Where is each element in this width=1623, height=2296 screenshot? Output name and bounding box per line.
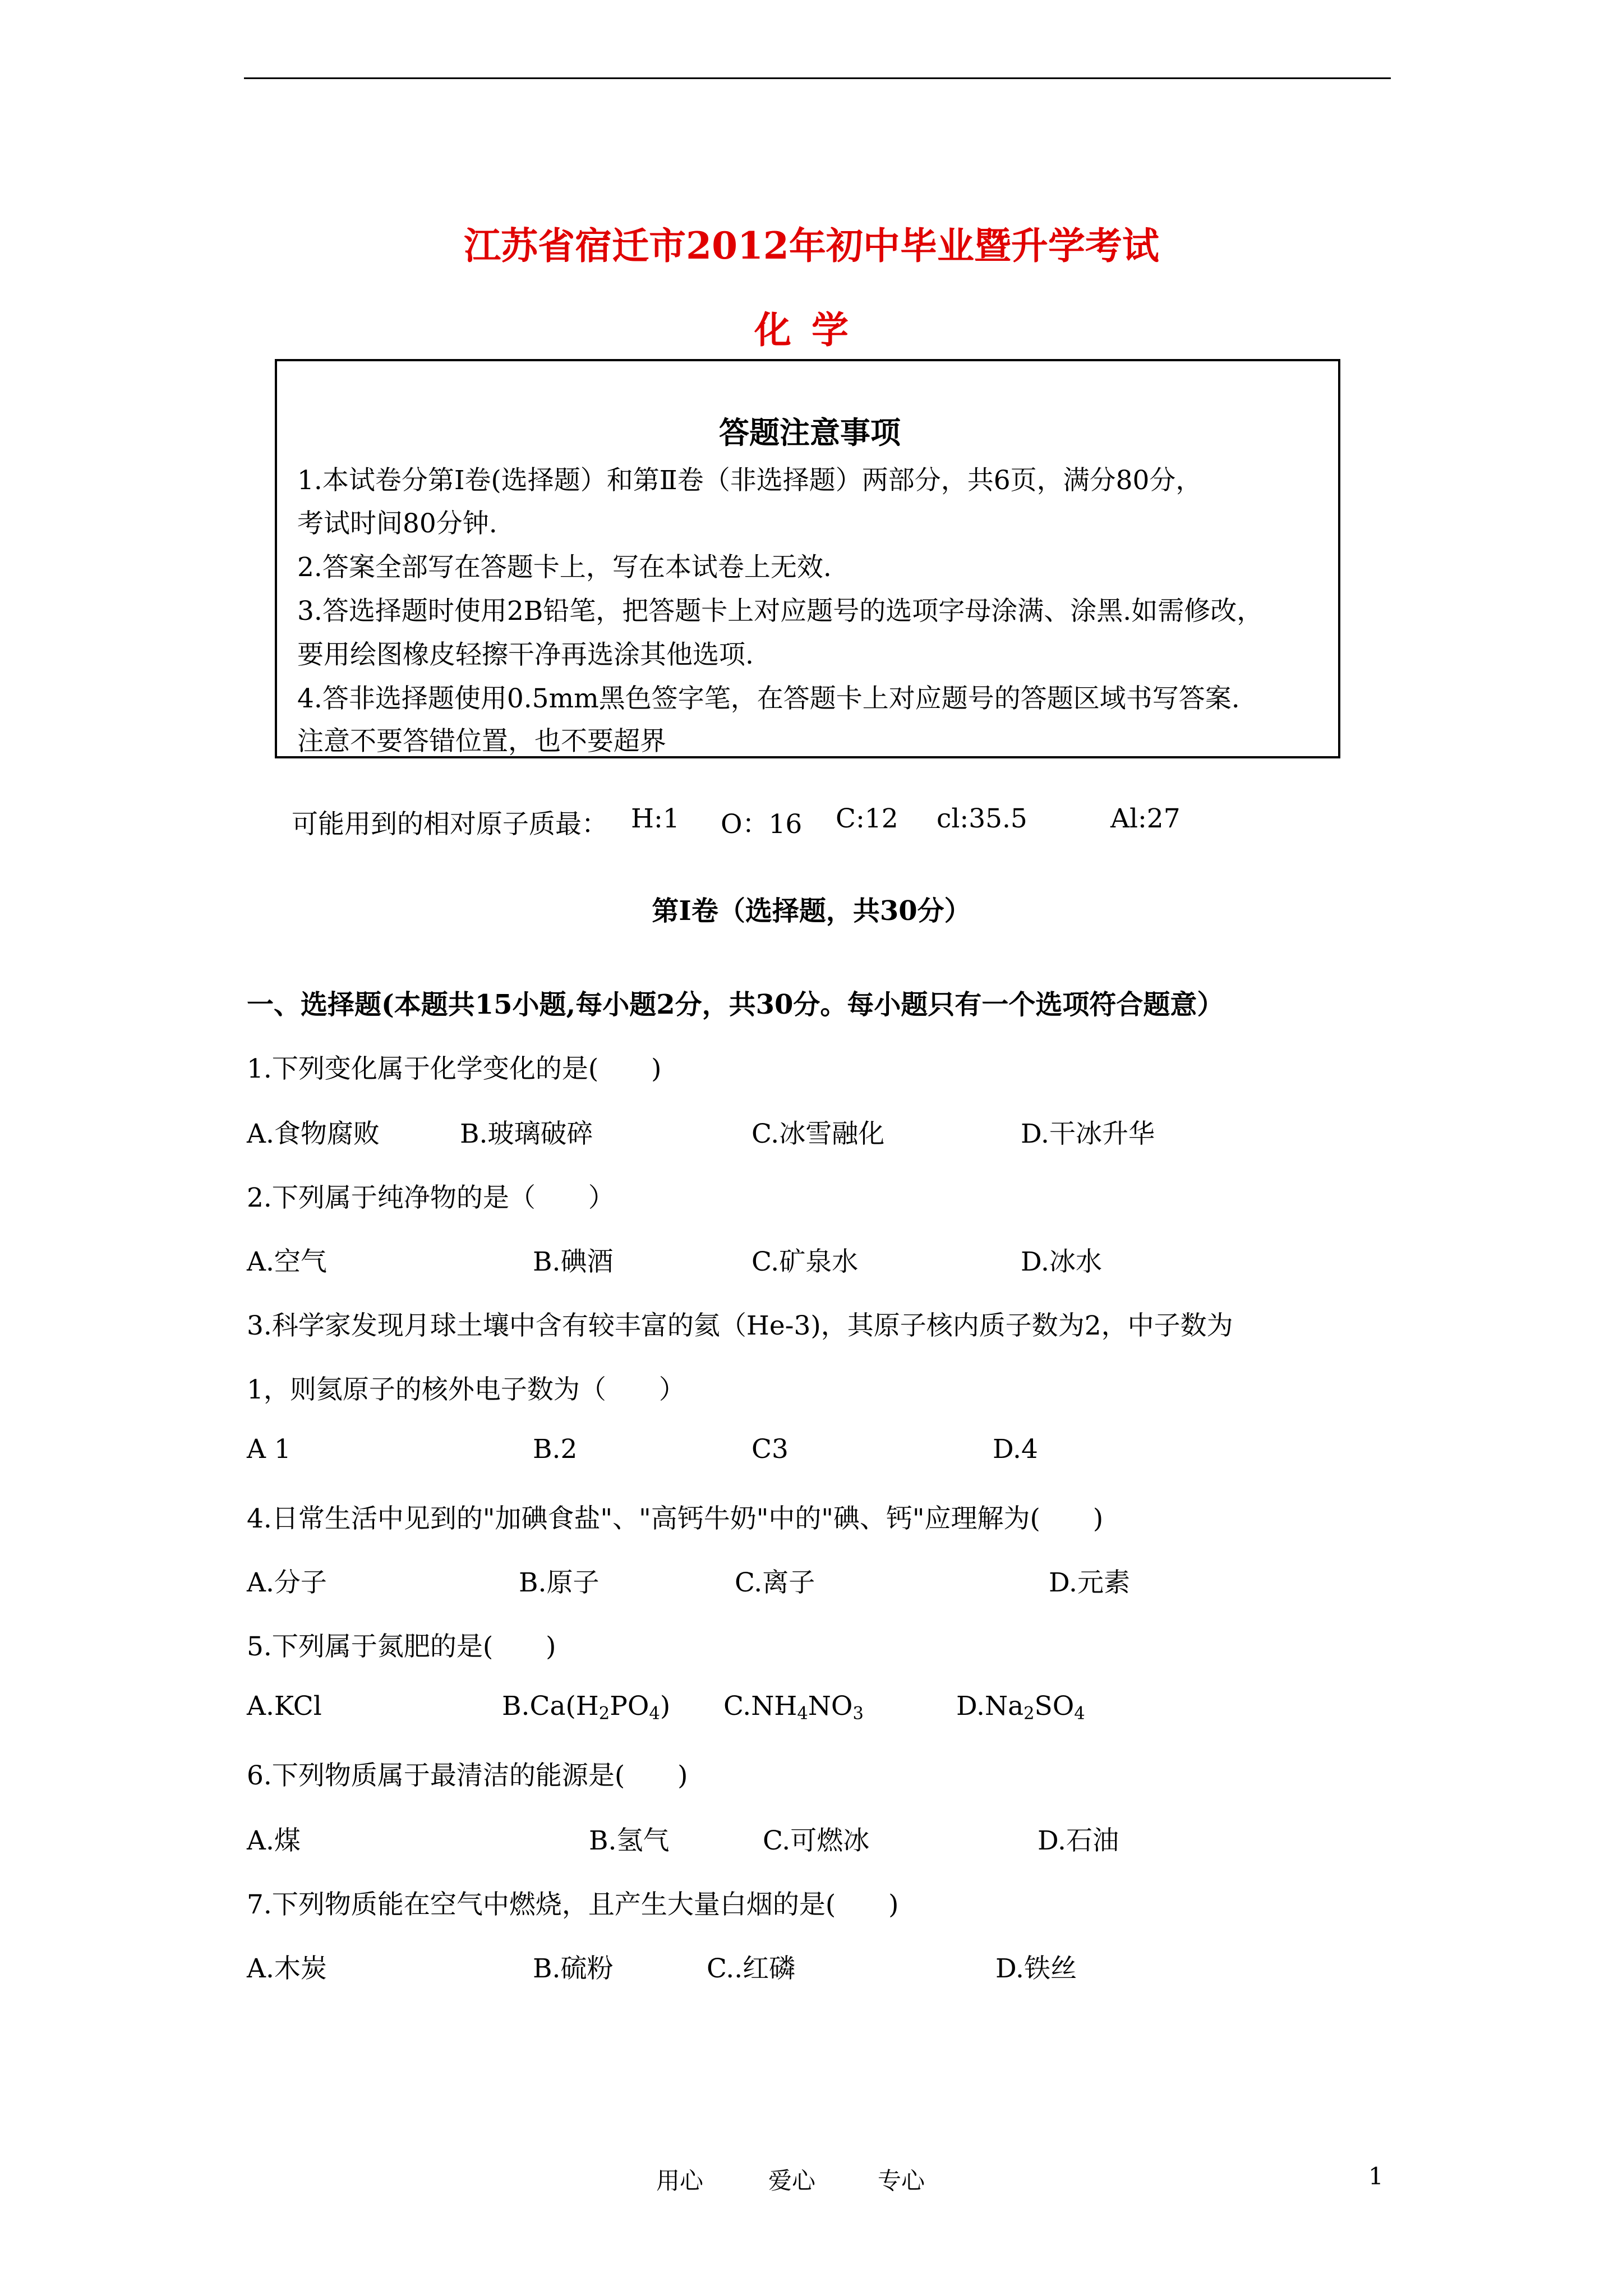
formula-part: B.Ca(H xyxy=(502,1691,599,1722)
notice-line: 考试时间80分钟. xyxy=(297,508,497,539)
option: A.KCl xyxy=(247,1691,322,1722)
atomic-mass-item: cl:35.5 xyxy=(937,803,1027,834)
atomic-mass-item: C:12 xyxy=(836,803,898,834)
exam-title: 江苏省宿迁市2012年初中毕业暨升学考试 xyxy=(464,224,1159,268)
formula-part: D.Na xyxy=(956,1691,1024,1722)
option: B.玻璃破碎 xyxy=(460,1119,593,1149)
option: D.铁丝 xyxy=(995,1953,1077,1984)
option: C3 xyxy=(751,1434,789,1465)
option: B.碘酒 xyxy=(533,1246,614,1277)
option: A.分子 xyxy=(247,1567,327,1598)
page-number: 1 xyxy=(1368,2162,1384,2190)
question-stem: 3.科学家发现月球土壤中含有较丰富的氦（He-3)，其原子核内质子数为2，中子数为 xyxy=(247,1310,1233,1341)
notice-box xyxy=(275,359,1340,758)
formula-part: PO xyxy=(610,1691,649,1722)
notice-line: 注意不要答错位置，也不要超界 xyxy=(297,726,666,757)
header-rule xyxy=(244,77,1391,79)
subscript: 4 xyxy=(797,1704,808,1724)
option: D.干冰升华 xyxy=(1021,1119,1155,1149)
option: C.可燃冰 xyxy=(763,1825,870,1856)
option xyxy=(723,1691,864,1724)
option: C.矿泉水 xyxy=(751,1246,859,1277)
formula-part: ) xyxy=(660,1691,671,1722)
option: B.氢气 xyxy=(589,1825,670,1856)
subscript: 4 xyxy=(649,1704,660,1724)
formula-part: C.NH xyxy=(723,1691,797,1722)
option: C.冰雪融化 xyxy=(751,1119,885,1149)
notice-line: 1.本试卷分第Ⅰ卷(选择题）和第Ⅱ卷（非选择题）两部分，共6页，满分80分， xyxy=(297,465,1202,496)
notice-line: 2.答案全部写在答题卡上，写在本试卷上无效. xyxy=(297,552,832,583)
formula-part: SO xyxy=(1034,1691,1075,1722)
option: D.4 xyxy=(993,1434,1038,1465)
section-title: 第Ⅰ卷（选择题，共30分） xyxy=(652,895,971,927)
notice-heading: 答题注意事项 xyxy=(719,415,901,450)
atomic-mass-item: O：16 xyxy=(721,809,803,840)
question-stem: 1.下列变化属于化学变化的是( ) xyxy=(247,1053,662,1084)
question-stem: 7.下列物质能在空气中燃烧，且产生大量白烟的是( ) xyxy=(247,1889,899,1920)
option xyxy=(956,1691,1085,1724)
notice-line: 3.答选择题时使用2B铅笔，把答题卡上对应题号的选项字母涂满、涂黑.如需修改， xyxy=(297,596,1264,627)
formula-part: NO xyxy=(808,1691,853,1722)
subscript: 2 xyxy=(1023,1704,1035,1724)
question-stem: 2.下列属于纯净物的是（ ） xyxy=(247,1182,615,1213)
subscript: 2 xyxy=(598,1704,610,1724)
option: C..红磷 xyxy=(707,1953,796,1984)
footer-motto: 用心 xyxy=(656,2167,704,2194)
option: D.冰水 xyxy=(1021,1246,1102,1277)
option: D.元素 xyxy=(1049,1567,1130,1598)
footer-motto: 爱心 xyxy=(768,2167,816,2194)
option: A.煤 xyxy=(247,1825,301,1856)
option: A.木炭 xyxy=(247,1953,327,1984)
atomic-mass-item: Al:27 xyxy=(1110,803,1181,834)
atomic-mass-label: 可能用到的相对原子质最： xyxy=(292,809,608,840)
footer-motto: 专心 xyxy=(878,2167,925,2194)
question-stem-continued: 1，则氦原子的核外电子数为（ ） xyxy=(247,1374,685,1405)
notice-line: 4.答非选择题使用0.5mm黑色签字笔，在答题卡上对应题号的答题区域书写答案. xyxy=(297,683,1240,714)
option: B.2 xyxy=(533,1434,578,1465)
option: C.离子 xyxy=(735,1567,815,1598)
subject-title: 化学 xyxy=(754,308,869,352)
question-stem: 4.日常生活中见到的"加碘食盐"、"高钙牛奶"中的"碘、钙"应理解为( ) xyxy=(247,1503,1104,1534)
subscript: 3 xyxy=(852,1704,864,1724)
subscript: 4 xyxy=(1074,1704,1085,1724)
part-heading: 一、选择题(本题共15小题,每小题2分，共30分。每小题只有一个选项符合题意） xyxy=(247,989,1224,1020)
question-stem: 5.下列属于氮肥的是( ) xyxy=(247,1631,556,1662)
option: A 1 xyxy=(247,1434,291,1465)
question-stem: 6.下列物质属于最清洁的能源是( ) xyxy=(247,1760,688,1791)
option: A.食物腐败 xyxy=(247,1119,380,1149)
option: A.空气 xyxy=(247,1246,327,1277)
option: D.石油 xyxy=(1038,1825,1119,1856)
option xyxy=(502,1691,670,1724)
notice-line: 要用绘图橡皮轻擦干净再选涂其他选项. xyxy=(297,639,754,670)
option: B.原子 xyxy=(519,1567,600,1598)
atomic-mass-item: H:1 xyxy=(631,803,680,834)
option: B.硫粉 xyxy=(533,1953,614,1984)
